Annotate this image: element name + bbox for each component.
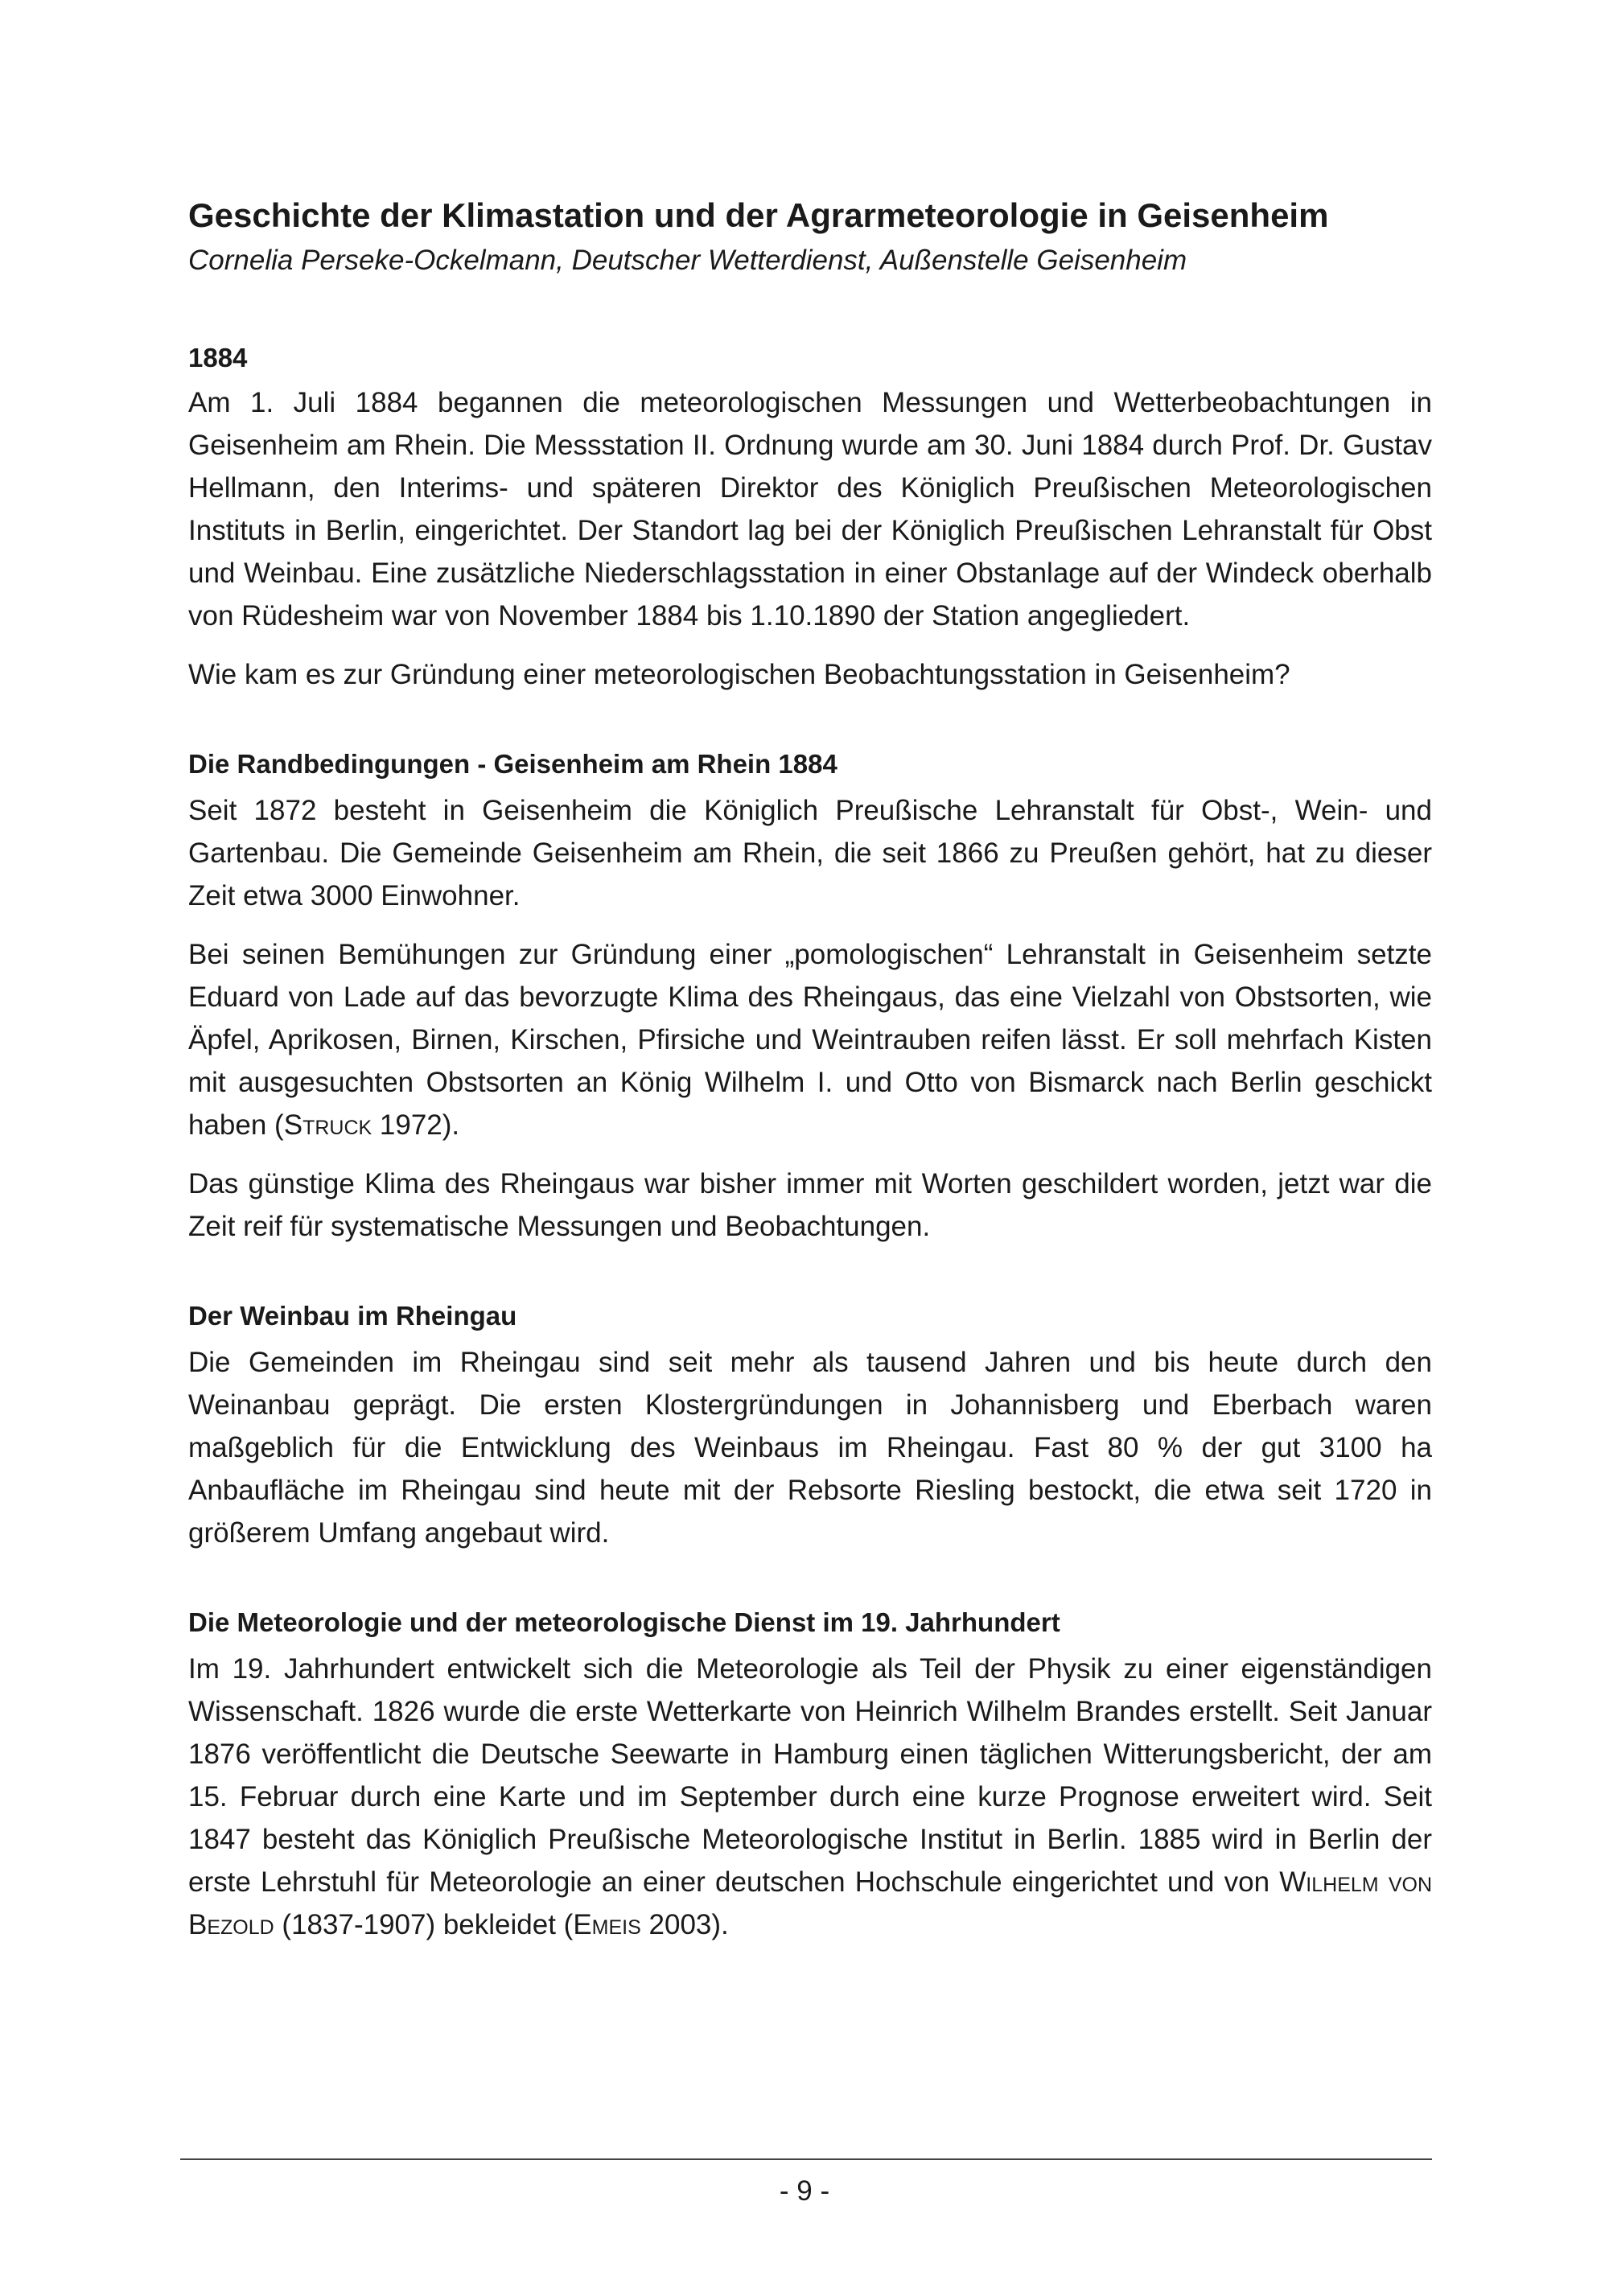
citation-author: Emeis bbox=[573, 1909, 641, 1940]
paragraph-lehranstalt: Seit 1872 besteht in Geisenheim die Königlich Preußische Lehranstalt für Obst-, Wein- und Gartenbau. Die Gemeinde Geisenheim am Rhein, die seit 1866 zu Preußen gehört, hat zu dieser Zeit etwa 3000 Einwohner. bbox=[188, 795, 1432, 911]
paragraph-text: Bei seinen Bemühungen zur Gründung einer „pomologischen“ Lehranstalt in Geisenheim setzte Eduard von Lade auf das bevorzugte Klima des Rheingaus, das eine Vielzahl von Obstsorten, wie Äpfel, Aprikosen, Birnen, Kirschen, Pfirsiche und Weintrauben reifen lässt. Er soll mehrfach Kisten mit ausgesuchten Obstsorten an König Wilhelm I. und Otto von Bismarck nach Berlin geschickt haben ( bbox=[188, 939, 1432, 1141]
author-line: Cornelia Perseke-Ockelmann, Deutscher Wetterdienst, Außenstelle Geisenheim bbox=[188, 245, 1187, 276]
citation-year: 1972). bbox=[372, 1109, 460, 1141]
paragraph-question: Wie kam es zur Gründung einer meteorologischen Beobachtungsstation in Geisenheim? bbox=[188, 659, 1290, 690]
section-1884 bbox=[188, 338, 1432, 696]
paragraph-eduard-von-lade bbox=[188, 933, 1432, 1146]
document-title: Geschichte der Klimastation und der Agrarmeteorologie in Geisenheim bbox=[188, 196, 1329, 234]
citation-author: Struck bbox=[283, 1109, 372, 1141]
paragraph-text: Im 19. Jahrhundert entwickelt sich die Meteorologie als Teil der Physik zu einer eigenständigen Wissenschaft. 1826 wurde die erste Wetterkarte von Heinrich Wilhelm Brandes erstellt. Seit Januar 1876 veröffentlicht die Deutsche Seewarte in Hamburg einen täglichen Witterungsbericht, der am 15. Februar durch eine Karte und im September durch eine kurze Prognose erweitert wird. Seit 1847 besteht das Königlich Preußische Meteorologische Institut in Berlin. 1885 wird in Berlin der erste Lehrstuhl für Meteorologie an einer deutschen Hochschule eingerichtet und von bbox=[188, 1653, 1432, 1898]
person-dates: (1837-1907) bekleidet ( bbox=[274, 1909, 574, 1940]
paragraph-meteorologie bbox=[188, 1648, 1432, 1946]
document-page bbox=[188, 193, 1432, 1946]
paragraph-klima: Das günstige Klima des Rheingaus war bisher immer mit Worten geschildert worden, jetzt war die Zeit reif für systematische Messungen und Beobachtungen. bbox=[188, 1168, 1432, 1242]
section-randbedingungen bbox=[188, 744, 1432, 1248]
section-heading-meteorologie: Die Meteorologie und der meteorologische Dienst im 19. Jahrhundert bbox=[188, 1607, 1060, 1637]
section-heading-weinbau: Der Weinbau im Rheingau bbox=[188, 1301, 517, 1331]
footer-divider bbox=[180, 2158, 1432, 2160]
paragraph-weinbau: Die Gemeinden im Rheingau sind seit mehr als tausend Jahren und bis heute durch den Weinanbau geprägt. Die ersten Klostergründungen in Johannisberg und Eberbach waren maßgeblich für die Entwicklung des Weinbaus im Rheingau. Fast 80 % der gut 3100 ha Anbaufläche im Rheingau sind heute mit der Rebsorte Riesling bestockt, die etwa seit 1720 in größerem Umfang angebaut wird. bbox=[188, 1347, 1432, 1549]
section-heading-randbedingungen: Die Randbedingungen - Geisenheim am Rhein 1884 bbox=[188, 749, 837, 779]
citation-year: 2003). bbox=[640, 1909, 729, 1940]
section-meteorologie bbox=[188, 1603, 1432, 1946]
section-weinbau bbox=[188, 1296, 1432, 1554]
section-heading-1884: 1884 bbox=[188, 343, 248, 372]
person-name: Wilhelm von Bezold bbox=[188, 1866, 1432, 1940]
page-number: - 9 - bbox=[779, 2175, 830, 2207]
paragraph-station-founding: Am 1. Juli 1884 begannen die meteorologischen Messungen und Wetterbeobachtungen in Geisenheim am Rhein. Die Messstation II. Ordnung wurde am 30. Juni 1884 durch Prof. Dr. Gustav Hellmann, den Interims- und späteren Direktor des Königlich Preußischen Meteorologischen Instituts in Berlin, eingerichtet. Der Standort lag bei der Königlich Preußischen Lehranstalt für Obst und Weinbau. Eine zusätzliche Niederschlagsstation in einer Obstanlage auf der Windeck oberhalb von Rüdesheim war von November 1884 bis 1.10.1890 der Station angegliedert. bbox=[188, 387, 1432, 632]
